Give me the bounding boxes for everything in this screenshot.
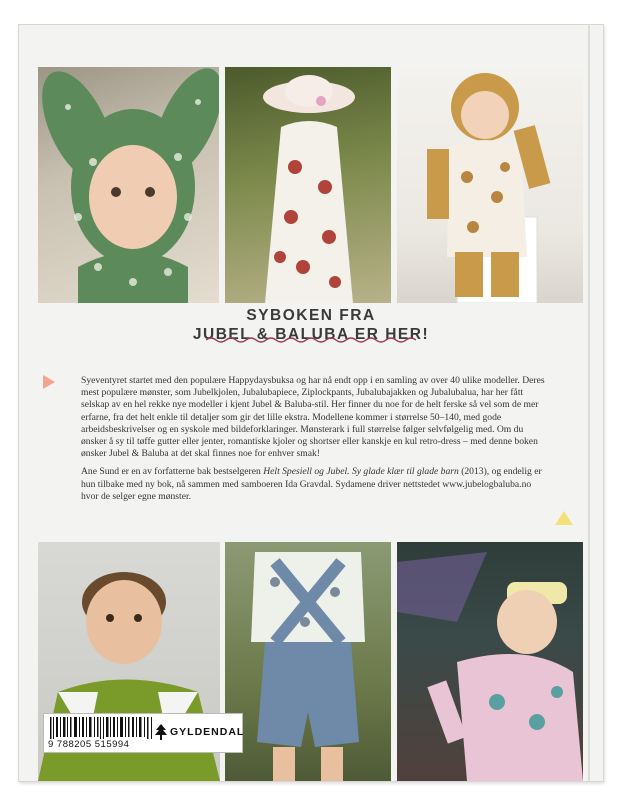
barcode-label [43,713,243,753]
photo-baby-green-bonnet [38,67,219,303]
photo-girl-pink-hoodie [397,542,583,781]
author-text-pre: Ane Sund er en av forfatterne bak bestselgeren [81,466,264,478]
triangle-decoration-right [554,510,574,526]
photo-girl-dress-hat [225,67,391,303]
description-paragraph-1: Syeventyret startet med den populære Happydaysbuksa og har nå endt opp i en samling av over 40 ulike modeller. Deres mest populære mønster, som Jubelkjolen, Jubalubapiece, Ziplockpants, Jubalubajakken og Jubalubalua, har her fått selskap av en hel rekke nye modeller i kjent Jubel & Baluba-stil. Her finner du noe for de helt ferske så vel som de mer erfarne, fra det helt enkle til detaljer som gir det lille ekstra. Modellene kommer i størrelse 50–140, med gode arbeidsbeskrivelser og en syskole med bildeforklaringer. Mønsterark i full størrelse følger selvfølgelig med. Om du ønsker å sy til tøffe gutter eller jenter, romantiske kjoler og shortser eller kanskje en kul retro-dress – med denne boken ønsker Jubel & Baluba at det skal finnes noe for enhver smak! [81,375,545,460]
tree-logo-icon [155,724,167,740]
photo-child-blue-shorts [225,542,391,781]
author-text-post: (2013), og endelig er hun tilbake med ny bok, nå sammen med samboeren Ida Gravdal. Sydamene driver nettstedet www.jubelogbaluba.no hvor de selger egne mønster. [81,466,542,502]
spine-edge [588,25,590,781]
description-text [81,375,547,509]
description-paragraph-2 [81,466,547,503]
title-line-2: JUBEL & BALUBA ER HER! [192,326,430,343]
photo-toddler-yellow-jumpsuit [397,67,583,303]
wavy-divider [206,336,416,344]
barcode-bars [50,717,154,739]
book-back-cover [18,24,604,782]
triangle-decoration-left [41,373,57,391]
isbn-number: 9 788205 515994 [48,739,130,750]
title-line-1: SYBOKEN FRA [246,307,376,324]
publisher-name: GYLDENDAL [170,726,245,738]
previous-book-title: Helt Spesiell og Jubel. Sy glade klær til glade barn [263,466,459,478]
